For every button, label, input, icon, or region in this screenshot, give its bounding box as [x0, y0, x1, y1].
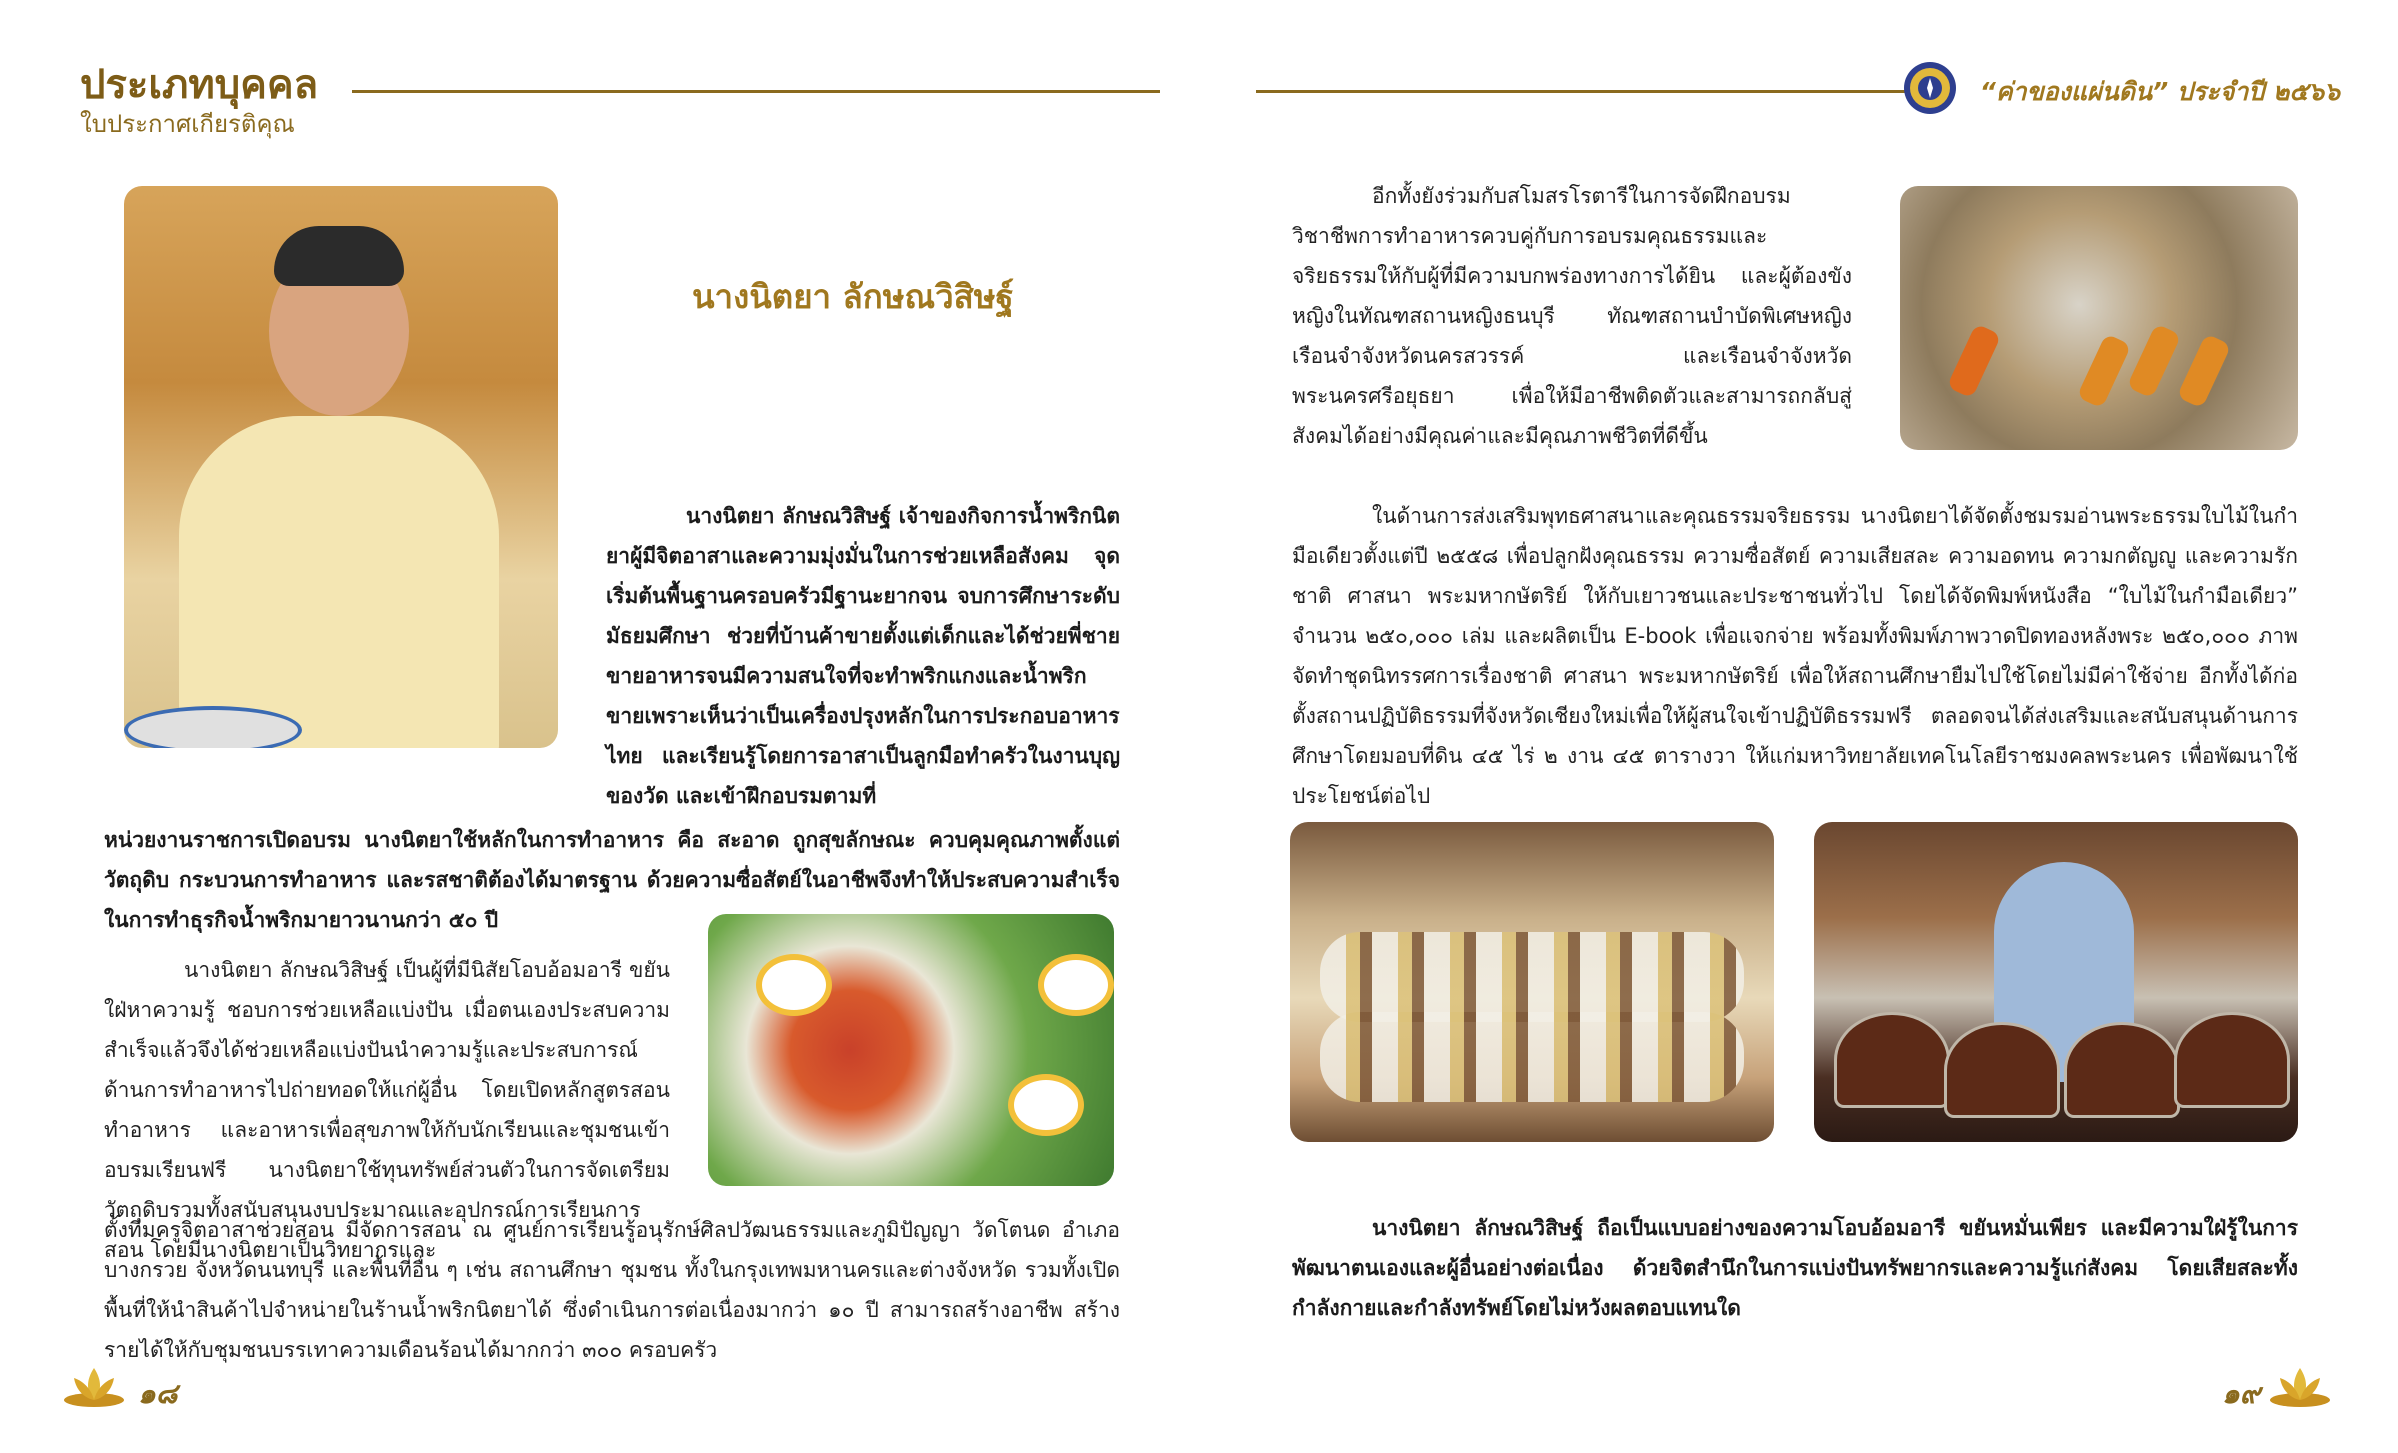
- award-title: “ค่าของแผ่นดิน” ประจำปี ๒๕๖๖: [1979, 77, 2340, 106]
- group-training-photo: [1290, 822, 1774, 1142]
- sharing-paragraph-cont: ตั้งทีมครูจิตอาสาช่วยสอน มีจัดการสอน ณ ศูนย์การเรียนรู้อนุรักษ์ศิลปวัฒนธรรมและภูมิปัญญา วัดโตนด อำเภอบางกรวย จังหวัดนนทบุรี และพื้นที่อื่น ๆ เช่น สถานศึกษา ชุมชน ทั้งในกรุงเทพมหานครและต่างจังหวัด รวมทั้งเปิดพื้นที่ให้นำสินค้าไปจำหน่ายในร้านน้ำพริกนิตยาได้ ซึ่งดำเนินการต่อเนื่องมากว่า ๑๐ ปี สามารถสร้างอาชีพ สร้างรายได้ให้กับชุมชนบรรเทาความเดือนร้อนได้มากกว่า ๓๐๐ ครอบครัว: [104, 1218, 1120, 1362]
- page-number-left: ๑๘: [138, 1377, 178, 1410]
- shop-photo: [1814, 822, 2298, 1142]
- header-rule-right: [1256, 90, 1908, 93]
- conclusion-paragraph: นางนิตยา ลักษณวิสิษฐ์ ถือเป็นแบบอย่างของความโอบอ้อมอารี ขยันหมั่นเพียร และมีความใฝ่รู้ในการพัฒนาตนเองและผู้อื่นอย่างต่อเนื่อง ด้วยจิตสำนึกในการแบ่งปันทรัพยากรและความรู้แก่สังคม โดยเสียสละทั้งกำลังกายและกำลังทรัพย์โดยไม่หวังผลตอบแทนใด: [1292, 1216, 2298, 1320]
- page-number-right: ๑๙: [2222, 1377, 2261, 1410]
- lotus-icon: [62, 1364, 126, 1408]
- lotus-icon: [2268, 1364, 2332, 1408]
- dessert-photo: [1900, 186, 2298, 450]
- section-subtitle: ใบประกาศเกียรติคุณ: [80, 110, 295, 138]
- buddhism-paragraph: ในด้านการส่งเสริมพุทธศาสนาและคุณธรรมจริยธรรม นางนิตยาได้จัดตั้งชมรมอ่านพระธรรมใบไม้ในกำมือเดียวตั้งแต่ปี ๒๕๕๘ เพื่อปลูกฝังคุณธรรม ความซื่อสัตย์ ความเสียสละ ความอดทน ความกตัญญู และความรักชาติ ศาสนา พระมหากษัตริย์ ให้กับเยาวชนและประชาชนทั่วไป โดยได้จัดพิมพ์หนังสือ “ใบไม้ในกำมือเดียว” จำนวน ๒๕๐,๐๐๐ เล่ม และผลิตเป็น E-book เพื่อแจกจ่าย พร้อมทั้งพิมพ์ภาพวาดปิดทองหลังพระ ๒๕๐,๐๐๐ ภาพ จัดทำชุดนิทรรศการเรื่องชาติ ศาสนา พระมหากษัตริย์ เพื่อให้สถานศึกษายืมไปใช้โดยไม่มีค่าใช้จ่าย อีกทั้งได้ก่อตั้งสถานปฏิบัติธรรมที่จังหวัดเชียงใหม่เพื่อให้ผู้สนใจเข้าปฏิบัติธรรมฟรี ตลอดจนได้ส่งเสริมและสนับสนุนด้านการศึกษาโดยมอบที่ดิน ๔๕ ไร่ ๒ งาน ๔๕ ตารางวา ให้แก่มหาวิทยาลัยเทคโนโลยีราชมงคลพระนคร เพื่อพัฒนาใช้ประโยชน์ต่อไป: [1292, 504, 2298, 808]
- section-title: ประเภทบุคคล: [80, 62, 319, 108]
- sharing-paragraph: นางนิตยา ลักษณวิสิษฐ์ เป็นผู้ที่มีนิสัยโอบอ้อมอารี ขยันใฝ่หาความรู้ ชอบการช่วยเหลือแบ่งปัน เมื่อตนเองประสบความสำเร็จแล้วจึงได้ช่วยเหลือแบ่งปันนำความรู้และประสบการณ์ด้านการทำอาหารไปถ่ายทอดให้แก่ผู้อื่น โดยเปิดหลักสูตรสอนทำอาหาร และอาหารเพื่อสุขภาพให้กับนักเรียนและชุมชนเข้าอบรมเรียนฟรี นางนิตยาใช้ทุนทรัพย์ส่วนตัวในการจัดเตรียมวัตถุดิบรวมทั้งสนับสนุนงบประมาณและอุปกรณ์การเรียนการสอน โดยมีนางนิตยาเป็นวิทยากรและ: [104, 958, 670, 1262]
- emblem-icon: [1902, 60, 1958, 116]
- chili-dip-photo: [708, 914, 1114, 1186]
- training-paragraph: อีกทั้งยังร่วมกับสโมสรโรตารีในการจัดฝึกอบรมวิชาชีพการทำอาหารควบคู่กับการอบรมคุณธรรมและจริยธรรมให้กับผู้ที่มีความบกพร่องทางการได้ยิน และผู้ต้องขังหญิงในทัณฑสถานหญิงธนบุรี ทัณฑสถานบำบัดพิเศษหญิง เรือนจำจังหวัดนครสวรรค์ และเรือนจำจังหวัดพระนครศรีอยุธยา เพื่อให้มีอาชีพติดตัวและสามารถกลับสู่สังคมได้อย่างมีคุณค่าและมีคุณภาพชีวิตที่ดีขึ้น: [1292, 184, 1852, 448]
- header-rule-left: [352, 90, 1160, 93]
- person-name: นางนิตยา ลักษณวิสิษฐ์: [692, 277, 1014, 316]
- portrait-photo: [124, 186, 558, 748]
- intro-paragraph-cont: หน่วยงานราชการเปิดอบรม นางนิตยาใช้หลักในการทำอาหาร คือ สะอาด ถูกสุขลักษณะ ควบคุมคุณภาพตั้งแต่วัตถุดิบ กระบวนการทำอาหาร และรสชาติต้องได้มาตรฐาน ด้วยความซื่อสัตย์ในอาชีพจึงทำให้ประสบความสำเร็จในการทำธุรกิจน้ำพริกมายาวนานกว่า ๕๐ ปี: [104, 828, 1120, 932]
- intro-paragraph: นางนิตยา ลักษณวิสิษฐ์ เจ้าของกิจการน้ำพริกนิตยาผู้มีจิตอาสาและความมุ่งมั่นในการช่วยเหลือสังคม จุดเริ่มต้นพื้นฐานครอบครัวมีฐานะยากจน จบการศึกษาระดับมัธยมศึกษา ช่วยที่บ้านค้าขายตั้งแต่เด็กและได้ช่วยพี่ชายขายอาหารจนมีความสนใจที่จะทำพริกแกงและน้ำพริกขายเพราะเห็นว่าเป็นเครื่องปรุงหลักในการประกอบอาหารไทย และเรียนรู้โดยการอาสาเป็นลูกมือทำครัวในงานบุญของวัด และเข้าฝึกอบรมตามที่: [606, 504, 1120, 808]
